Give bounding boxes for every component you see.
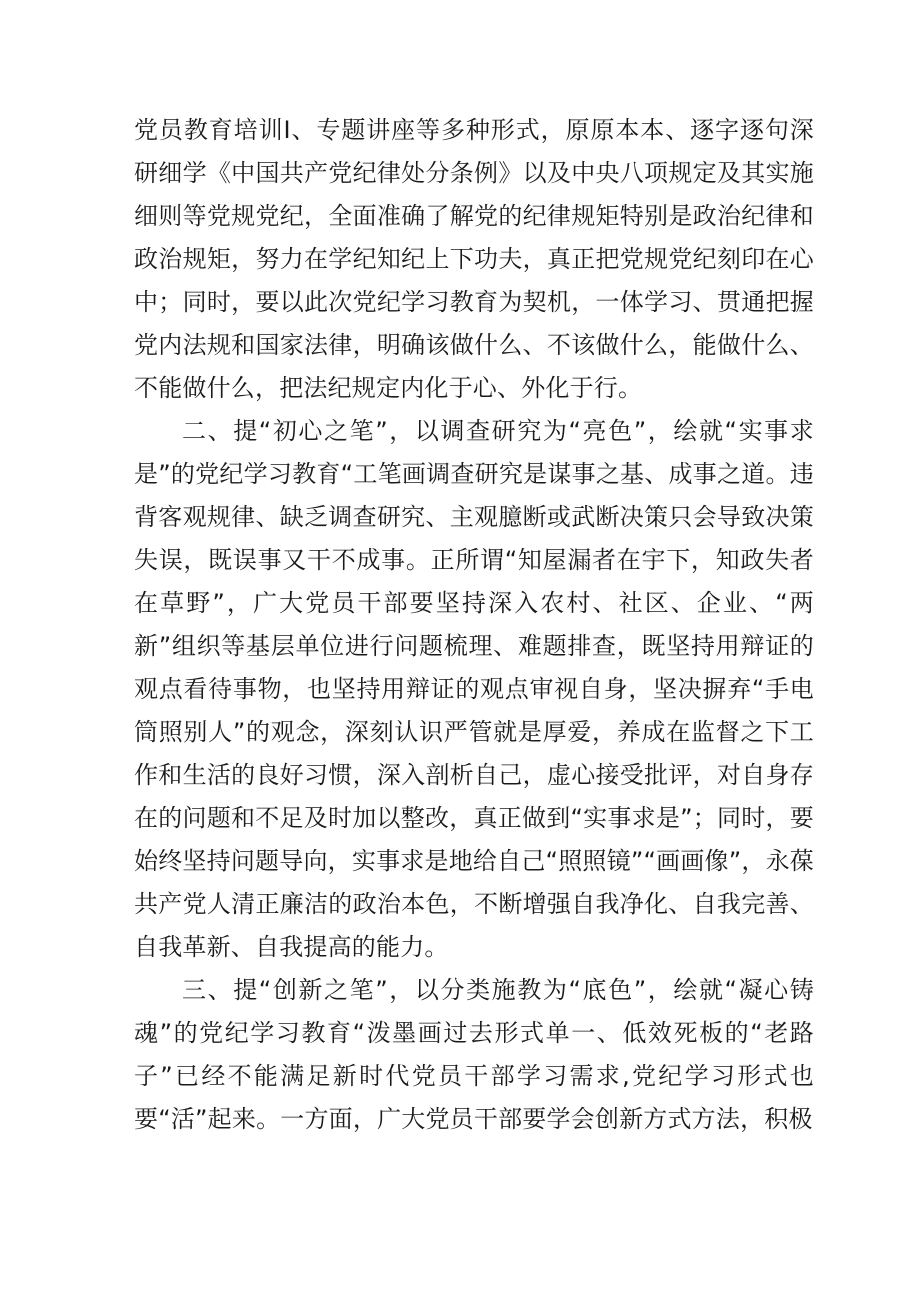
paragraph-2: 二、提“初心之笔”，以调查研究为“亮色”，绘就“实事求是”的党纪学习教育“工笔画调查研究是谋事之基、成事之道。违背客观规律、缺乏调查研究、主观臆断或武断决策只会导致决策失误，既误事又干不成事。正所谓“知屋漏者在宇下，知政失者在草野”，广大党员干部要坚持深入农村、社区、企业、“两新”组织等基层单位进行问题梳理、难题排查，既坚持用辩证的观点看待事物，也坚持用辩证的观点审视自身，坚决摒弃“手电筒照别人”的观念，深刻认识严管就是厚爱，养成在监督之下工作和生活的良好习惯，深入剖析自己，虚心接受批评，对自身存在的问题和不足及时加以整改，真正做到“实事求是”；同时，要始终坚持问题导向，实事求是地给自己“照照镜”“画画像”，永葆共产党人清正廉洁的政治本色，不断增强自我净化、自我完善、自我革新、自我提高的能力。	[134, 417, 814, 961]
document-body	[134, 109, 814, 1141]
paragraph-3: 三、提“创新之笔”，以分类施教为“底色”，绘就“凝心铸魂”的党纪学习教育“泼墨画过去形式单一、低效死板的“老路子”已经不能满足新时代党员干部学习需求,党纪学习形式也要“活”起来。一方面，广大党员干部要学会创新方式方法，积极	[134, 976, 814, 1133]
paragraph-1: 党员教育培训I、专题讲座等多种形式，原原本本、逐字逐句深研细学《中国共产党纪律处分条例》以及中央八项规定及其实施细则等党规党纪，全面准确了解党的纪律规矩特别是政治纪律和政治规矩，努力在学纪知纪上下功夫，真正把党规党纪刻印在心中；同时，要以此次党纪学习教育为契机，一体学习、贯通把握党内法规和国家法律，明确该做什么、不该做什么，能做什么、不能做什么，把法纪规定内化于心、外化于行。	[134, 116, 814, 402]
